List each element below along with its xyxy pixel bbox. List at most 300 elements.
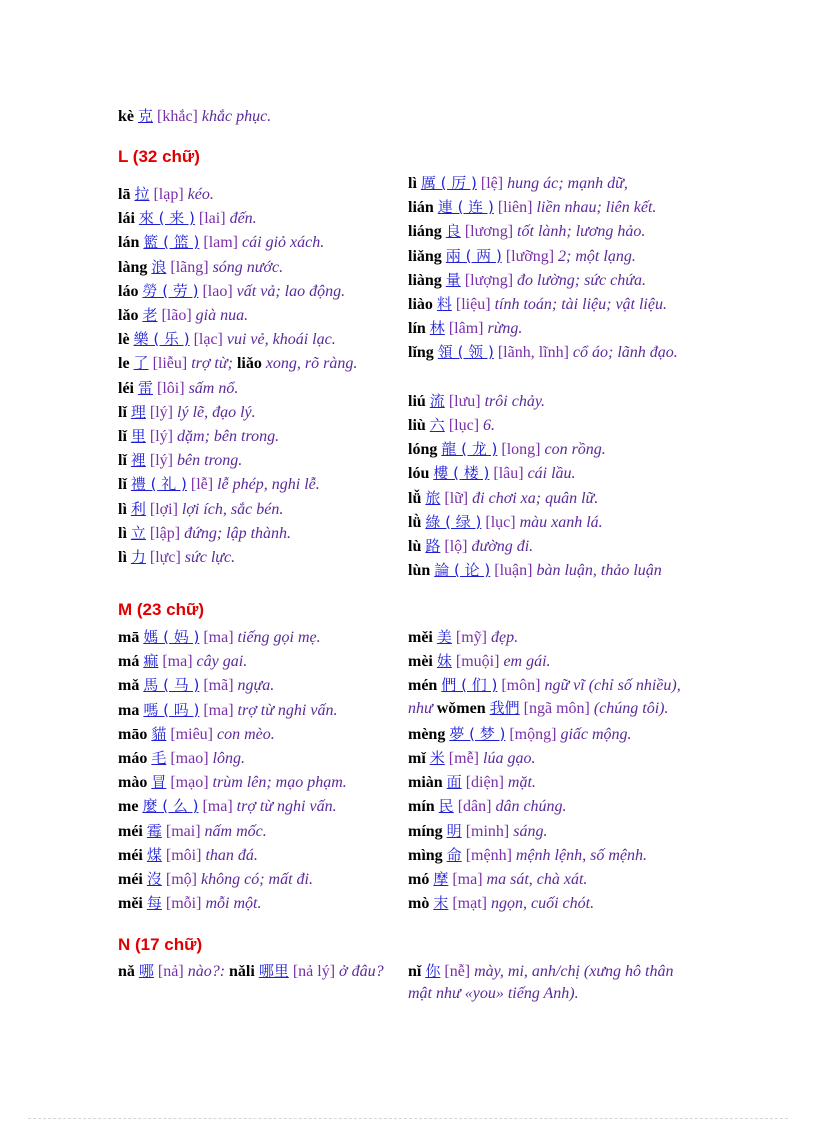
pinyin: lǐ [118, 476, 127, 494]
hanzi-link[interactable]: 霉 [146, 821, 162, 840]
hanzi-link[interactable]: 勞 ( 劳 ) [142, 281, 199, 300]
meaning: mặt. [507, 774, 536, 792]
hanzi-link[interactable]: 良 [445, 222, 461, 241]
hanzi-link[interactable]: 你 [425, 962, 441, 980]
meaning: đẹp. [491, 629, 519, 646]
han-viet: [liên] [497, 199, 533, 217]
hanzi-link[interactable]: 老 [142, 306, 158, 324]
entry-line [118, 699, 337, 722]
pinyin: miàn [408, 774, 443, 792]
han-viet: [lãnh, lĩnh] [497, 344, 569, 362]
han-viet: [lập] [149, 524, 181, 542]
entry-line [408, 341, 693, 364]
entry-line [408, 317, 522, 340]
meaning: ngựa. [237, 677, 275, 695]
hanzi-link[interactable]: 摩 [433, 870, 449, 888]
hanzi-link[interactable]: 浪 [151, 257, 167, 276]
meaning: mày, mi, anh/chị (xưng hô thân mật như «you» tiếng Anh). [408, 963, 674, 1002]
entry-line [118, 795, 337, 818]
pinyin: lì [118, 524, 127, 542]
pinyin: mèi [408, 653, 433, 671]
hanzi-link[interactable]: 哪 [138, 962, 154, 980]
entry-line [408, 438, 606, 461]
han-viet: [diện] [465, 774, 504, 792]
han-viet: [liễu] [152, 355, 188, 373]
pinyin: máo [118, 750, 148, 767]
hanzi-link[interactable]: 拉 [134, 185, 150, 203]
pinyin: liào [408, 296, 433, 313]
hanzi-link[interactable]: 樂 ( 乐 ) [133, 330, 190, 349]
han-viet: [minh] [465, 822, 510, 840]
entry-line [118, 401, 256, 424]
pinyin: lán [118, 234, 140, 252]
pinyin: ma [118, 701, 140, 719]
han-viet: [lâu] [493, 465, 524, 483]
meaning: dân chúng. [495, 798, 567, 816]
han-viet: [lai] [198, 210, 226, 228]
hanzi-link[interactable]: 理 [130, 402, 146, 421]
hanzi-link[interactable]: 旅 [425, 488, 441, 507]
hanzi-link[interactable]: 厲 ( 厉 ) [420, 174, 477, 192]
pinyin: lù [408, 538, 422, 555]
han-viet: [lương] [464, 223, 514, 241]
hanzi-link[interactable]: 馬 ( 马 ) [143, 676, 200, 695]
pinyin: liáng [408, 223, 442, 241]
han-viet: [lý] [149, 452, 174, 470]
meaning: dặm; bên trong. [177, 428, 280, 445]
hanzi-link[interactable]: 民 [438, 797, 454, 816]
han-viet: [lực] [149, 549, 181, 566]
pinyin: lì [118, 500, 127, 518]
meaning: lông. [212, 750, 245, 767]
pinyin: mén [408, 677, 438, 695]
meaning: đến. [229, 210, 257, 228]
han-viet: [lôi] [157, 379, 185, 397]
hanzi-link[interactable]: 量 [445, 270, 461, 289]
entry-line [408, 795, 567, 818]
meaning: tốt lành; lương hảo. [517, 223, 646, 241]
meaning: nấm mốc. [204, 822, 267, 840]
han-viet: [long] [501, 441, 541, 459]
meaning: đi chơi xa; quân lữ. [472, 489, 599, 507]
meaning: sức lực. [184, 549, 236, 566]
meaning: vui vẻ, khoái lạc. [226, 331, 336, 349]
meaning: cái lầu. [527, 465, 576, 483]
entry-line [408, 820, 547, 843]
hanzi-link[interactable]: 龍 ( 龙 ) [441, 440, 498, 459]
pinyin: lè [118, 331, 130, 349]
pinyin: měi [118, 895, 143, 913]
han-viet: [mạt] [452, 895, 487, 913]
meaning: tiếng gọi mẹ. [237, 629, 321, 646]
meaning-extra: (chúng tôi). [593, 700, 669, 718]
meaning: mỗi một. [205, 895, 262, 913]
han-viet: [lưu] [448, 392, 481, 410]
pinyin-extra: nǎli [229, 963, 255, 980]
han-viet: [mệnh] [465, 846, 512, 864]
hanzi-link[interactable]: 命 [446, 845, 462, 864]
entry-line [408, 414, 495, 437]
pinyin: mò [408, 895, 430, 913]
hanzi-link[interactable]: 麼 ( 么 ) [142, 797, 199, 816]
entry-line [118, 425, 279, 448]
pinyin: láo [118, 282, 139, 300]
entry-line [408, 844, 647, 867]
han-viet: [mộng] [509, 725, 557, 743]
pinyin: lùn [408, 562, 431, 580]
pinyin: mín [408, 798, 435, 816]
meaning: con rồng. [544, 441, 606, 459]
pinyin: lín [408, 320, 426, 338]
pinyin-extra: liǎo [236, 355, 262, 373]
pinyin: lì [408, 175, 417, 192]
entry-line [118, 256, 283, 279]
meaning: bên trong. [177, 452, 243, 470]
pinyin: méi [118, 822, 143, 840]
section-heading: N (17 chữ) [118, 935, 203, 954]
han-viet: [mao] [170, 750, 209, 767]
hanzi-link[interactable]: 美 [436, 628, 452, 646]
hanzi-extra[interactable]: 我們 [489, 699, 520, 718]
meaning: ngọn, cuối chót. [491, 895, 595, 913]
hanzi-link[interactable]: 樓 ( 楼 ) [433, 464, 490, 483]
han-viet: [lao] [202, 282, 233, 300]
pinyin: lǜ [408, 513, 422, 531]
hanzi-link[interactable]: 兩 ( 两 ) [445, 246, 502, 265]
meaning: than đá. [205, 846, 258, 864]
page-bottom-divider [28, 1118, 788, 1119]
meaning: bàn luận, thảo luận [536, 562, 662, 580]
han-viet: [mạo] [170, 774, 209, 792]
hanzi-link[interactable]: 們 ( 们 ) [441, 676, 498, 695]
entry-line [118, 352, 357, 375]
pinyin: lǚ [408, 489, 422, 507]
han-viet: [lạp] [153, 186, 184, 203]
han-viet: [ma] [203, 701, 234, 719]
han-viet: [khắc] [157, 108, 198, 125]
entry-line [408, 293, 667, 316]
meaning: lý lẽ, đạo lý. [177, 403, 256, 421]
pinyin: lián [408, 199, 434, 217]
han-viet: [lam] [203, 234, 239, 252]
entry-line [408, 771, 536, 794]
han-viet: [mỹ] [455, 629, 487, 646]
meaning: trợ từ; [191, 355, 233, 373]
han-viet: [lãng] [170, 258, 209, 276]
entry-line [408, 747, 535, 770]
pinyin: māo [118, 725, 148, 743]
hanzi-link[interactable]: 面 [446, 773, 462, 792]
entry-line [408, 220, 645, 243]
meaning: vất vả; lao động. [236, 282, 346, 300]
meaning: cái giỏ xách. [242, 234, 325, 252]
meaning: hung ác; mạnh dữ, [507, 175, 628, 192]
hanzi-link[interactable]: 領 ( 领 ) [437, 343, 494, 362]
hanzi-link[interactable]: 裡 [130, 451, 146, 470]
pinyin: lǐ [118, 403, 127, 421]
han-viet: [ma] [452, 871, 483, 888]
han-viet: [nễ] [444, 963, 471, 980]
pinyin: lǐng [408, 344, 434, 362]
pinyin: lóu [408, 465, 430, 483]
han-viet: [muội] [455, 653, 500, 671]
pinyin: lǎo [118, 307, 139, 324]
entry-line [408, 196, 656, 219]
hanzi-link[interactable]: 六 [429, 416, 445, 434]
han-viet: [lục] [485, 513, 516, 531]
pinyin: nǐ [408, 963, 422, 980]
hanzi-link[interactable]: 林 [429, 319, 445, 338]
entry-line [118, 546, 235, 569]
entry-line [118, 674, 274, 697]
meaning: sáng. [513, 822, 548, 840]
han-viet: [liệu] [455, 296, 491, 313]
pinyin: liàng [408, 271, 442, 289]
meaning: già nua. [195, 307, 249, 324]
entry-line [118, 473, 320, 496]
han-viet: [lữ] [444, 489, 469, 507]
meaning: kéo. [187, 186, 214, 203]
han-viet: [lý] [149, 403, 174, 421]
entry-line [408, 462, 576, 485]
hanzi-link[interactable]: 夢 ( 梦 ) [449, 724, 506, 743]
pinyin-extra: wǒmen [436, 700, 486, 718]
meaning: màu xanh lá. [519, 513, 603, 531]
meaning: tính toán; tài liệu; vật liệu. [494, 296, 667, 313]
hanzi-link[interactable]: 料 [436, 295, 452, 313]
pinyin: lái [118, 210, 135, 228]
entry-line [408, 892, 594, 915]
hanzi-link[interactable]: 毛 [151, 749, 167, 767]
pinyin: làng [118, 258, 148, 276]
meaning: cây gai. [196, 653, 248, 671]
han-viet: [lộ] [444, 538, 468, 555]
han-viet: [mộ] [165, 871, 197, 888]
pinyin: mā [118, 629, 140, 646]
meaning: lễ phép, nghi lễ. [217, 476, 320, 494]
meaning: nào?: [187, 963, 226, 980]
pinyin: mào [118, 774, 148, 792]
han-viet: [miêu] [170, 725, 213, 743]
entry-line [408, 172, 628, 195]
entry-line [118, 650, 247, 673]
meaning: con mèo. [217, 725, 275, 743]
hanzi-link[interactable]: 媽 ( 妈 ) [143, 628, 200, 646]
han-viet: [ma] [203, 629, 234, 646]
hanzi-link[interactable]: 末 [433, 894, 449, 913]
han-viet: [lục] [448, 417, 480, 434]
entry-line [408, 650, 551, 673]
hanzi-link[interactable]: 沒 [146, 870, 162, 888]
meaning: lợi ích, sắc bén. [181, 500, 284, 518]
pinyin: mǐ [408, 750, 426, 767]
pinyin: mèng [408, 725, 446, 743]
hanzi-link[interactable]: 流 [429, 391, 445, 410]
hanzi-link[interactable]: 妹 [436, 652, 452, 671]
han-viet: [lâm] [448, 320, 484, 338]
entry-line [118, 280, 345, 303]
meaning: 6. [483, 417, 496, 434]
meaning: 2; một lạng. [558, 247, 636, 265]
pinyin: méi [118, 871, 143, 888]
pinyin: le [118, 355, 130, 373]
meaning: sóng nước. [212, 258, 284, 276]
entry-line [408, 269, 646, 292]
entry-line [118, 892, 261, 915]
hanzi-link[interactable]: 論 ( 论 ) [434, 561, 491, 580]
pinyin: me [118, 798, 139, 816]
hanzi-link[interactable]: 籃 ( 篮 ) [143, 233, 200, 252]
entry-line [408, 535, 533, 558]
entry-line [408, 626, 518, 649]
pinyin: liú [408, 392, 426, 410]
hanzi-link[interactable]: 嗎 ( 吗 ) [143, 700, 200, 719]
han-viet: [môn] [501, 677, 541, 695]
entry-line [118, 449, 242, 472]
section-heading: L (32 chữ) [118, 147, 200, 166]
hanzi-link[interactable]: 米 [429, 749, 445, 767]
entry-line [118, 498, 283, 521]
meaning: trợ từ nghi vấn. [236, 798, 337, 816]
meaning: trùm lên; mạo phạm. [212, 774, 347, 792]
han-viet: [lý] [149, 428, 174, 445]
meaning: đo lường; sức chứa. [517, 271, 646, 289]
entry-line [408, 559, 662, 582]
meaning: trôi chảy. [484, 392, 546, 410]
hanzi-link[interactable]: 克 [138, 107, 154, 125]
hanzi-link[interactable]: 利 [130, 499, 146, 518]
hanzi-link[interactable]: 里 [130, 427, 146, 445]
pinyin: lǐ [118, 428, 127, 445]
han-viet: [dân] [457, 798, 492, 816]
pinyin: liù [408, 417, 426, 434]
entry-line [118, 183, 214, 206]
hanzi-link[interactable]: 禮 ( 礼 ) [130, 475, 187, 494]
pinyin: lóng [408, 441, 438, 459]
han-viet: [môi] [165, 846, 202, 864]
meaning: em gái. [503, 653, 551, 671]
han-viet: [mã] [203, 677, 234, 695]
han-viet: [lượng] [464, 271, 514, 289]
entry-line [408, 511, 603, 534]
pinyin: kè [118, 108, 134, 125]
han-viet: [mỗi] [165, 895, 202, 913]
han-viet: [lệ] [480, 175, 504, 192]
entry-line [408, 390, 545, 413]
han-viet: [lễ] [190, 476, 214, 494]
pinyin: nǎ [118, 963, 135, 980]
entry-line [118, 522, 291, 545]
meaning: mệnh lệnh, số mệnh. [515, 846, 647, 864]
pinyin: mǎ [118, 677, 140, 695]
pinyin: lǐ [118, 452, 127, 470]
pinyin: měi [408, 629, 433, 646]
han-viet: [lạc] [193, 331, 223, 349]
entry-line [118, 868, 313, 891]
pinyin: má [118, 653, 140, 671]
han-viet: [lưỡng] [505, 247, 555, 265]
meaning: rừng. [487, 320, 523, 338]
meaning: lúa gạo. [483, 750, 536, 767]
pinyin: lì [118, 549, 127, 566]
entry-line [408, 723, 632, 746]
hanzi-link[interactable]: 來 ( 来 ) [138, 209, 195, 228]
meaning-extra: ở đâu? [339, 963, 384, 980]
meaning: sấm nổ. [188, 379, 239, 397]
entry-line [118, 747, 245, 770]
han-viet: [nả] [157, 963, 184, 980]
entry-line [408, 674, 693, 720]
entry-line [118, 304, 248, 327]
hanzi-link[interactable]: 痲 [143, 652, 159, 671]
meaning: ngữ vĩ (chỉ số nhiều), như [408, 677, 681, 718]
meaning: ma sát, chà xát. [486, 871, 588, 888]
han-viet: [mễ] [448, 750, 479, 767]
hanzi-link[interactable]: 貓 [151, 724, 167, 743]
han-viet: [lão] [161, 307, 192, 324]
han-viet: [ma] [162, 653, 193, 671]
entry-line [408, 245, 636, 268]
entry-line [118, 844, 258, 867]
pinyin: liǎng [408, 247, 442, 265]
meaning: đứng; lập thành. [184, 524, 292, 542]
entry-line [408, 487, 598, 510]
entry-line [408, 960, 693, 1005]
hanzi-link[interactable]: 立 [130, 523, 146, 542]
meaning: khắc phục. [201, 108, 272, 125]
hanzi-link[interactable]: 了 [133, 354, 149, 373]
meaning: giấc mộng. [560, 725, 632, 743]
hanzi-link[interactable]: 明 [446, 821, 462, 840]
entry-line [118, 960, 393, 983]
hanzi-link[interactable]: 冒 [151, 773, 167, 792]
entry-line [118, 377, 238, 400]
entry-line [118, 328, 336, 351]
pinyin: lā [118, 186, 131, 203]
hanzi-link[interactable]: 力 [130, 548, 146, 566]
pinyin: mó [408, 871, 430, 888]
han-viet: [ma] [202, 798, 233, 816]
meaning: liền nhau; liên kết. [536, 199, 657, 217]
han-viet: [luận] [494, 562, 533, 580]
section-heading: M (23 chữ) [118, 600, 204, 619]
entry-line [118, 723, 275, 746]
entry-line [118, 231, 324, 254]
han-viet: [mai] [165, 822, 201, 840]
hanzi-link[interactable]: 連 ( 连 ) [437, 198, 494, 217]
meaning: trợ từ nghi vấn. [237, 701, 338, 719]
pinyin: léi [118, 379, 134, 397]
han-viet-extra: [nả lý] [292, 963, 336, 980]
hanzi-link[interactable]: 雷 [138, 378, 154, 397]
hanzi-link[interactable]: 煤 [146, 845, 162, 864]
pinyin: mìng [408, 846, 443, 864]
hanzi-link[interactable]: 綠 ( 绿 ) [425, 512, 482, 531]
pinyin: méi [118, 846, 143, 864]
entry-line [118, 207, 257, 230]
han-viet-extra: [ngã môn] [523, 700, 590, 718]
meaning: cổ áo; lãnh đạo. [572, 344, 678, 362]
meaning-extra: xong, rõ ràng. [265, 355, 358, 373]
meaning: đường đi. [471, 538, 534, 555]
entry-line [118, 820, 267, 843]
entry-line [408, 868, 587, 891]
hanzi-extra[interactable]: 哪里 [258, 962, 289, 980]
entry-line [118, 771, 347, 794]
hanzi-link[interactable]: 路 [425, 537, 441, 555]
entry-line [118, 626, 321, 649]
hanzi-link[interactable]: 每 [146, 894, 162, 913]
